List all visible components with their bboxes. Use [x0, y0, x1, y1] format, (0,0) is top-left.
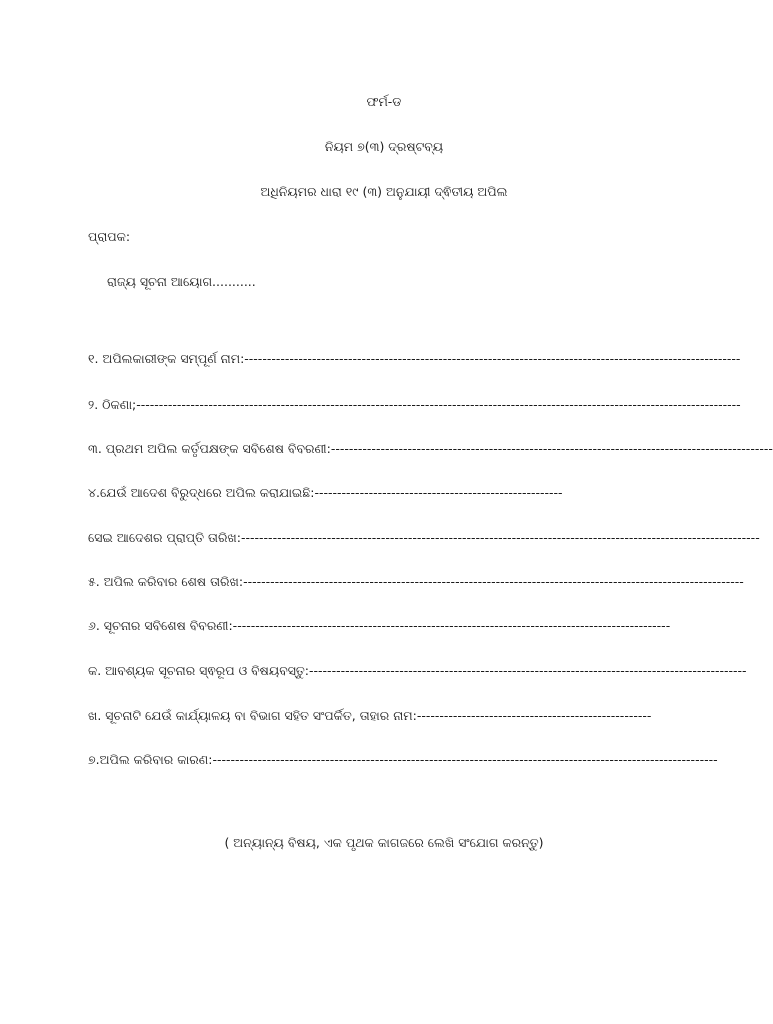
field-order-appealed: ୪.ଯେଉଁ ଆଦେଶ ବିରୁଦ୍ଧରେ ଅପିଲ କରାଯାଇଛି:------------------------------------------------------- [88, 485, 563, 500]
form-number: ଫର୍ମ-ଡ [366, 94, 402, 109]
addressee-name: ରାଜ୍ୟ ସୂଚନା ଆୟୋଗ........... [107, 274, 256, 289]
field-appeal-reason: ୭.ଅପିଲ କରିବାର କାରଣ:---------------------------------------------------------------------------------------------------------------- [88, 752, 718, 767]
field-appellant-name: ୧. ଅପିଲକାରୀଙ୍କ ସମ୍ପୂର୍ଣ ନାମ:-------------------------------------------------------------------------------------------------------------- [88, 351, 741, 366]
field-order-receipt-date: ସେଇ ଆଦେଶର ପ୍ରାପ୍ତି ତାରିଖ:------------------------------------------------------------------------------------------------------------------- [88, 530, 760, 545]
rule-reference: ନିୟମ ୭(୩) ଦ୍ରଷ୍ଟବ୍ୟ [324, 139, 444, 154]
footnote: ( ଅନ୍ୟାନ୍ୟ ବିଷୟ, ଏକ ପୃଥକ କାଗଜରେ ଲେଖି ସଂଯୋଗ କରନ୍ତୁ) [224, 835, 544, 850]
field-information-details: ୬. ସୂଚନାର ସବିଶେଷ ବିବରଣୀ:------------------------------------------------------------------------------------------------- [88, 618, 671, 633]
field-information-nature: କ. ଆବଶ୍ୟକ ସୂଚନାର ସ୍ଵରୂପ ଓ ବିଷୟବସ୍ତୁ:------------------------------------------------------------------------------------------------- [88, 663, 747, 678]
field-address: ୨. ଠିକଣା;-------------------------------------------------------------------------------------------------------------------------------------- [88, 397, 741, 412]
addressee-label: ପ୍ରାପକ: [88, 229, 131, 244]
field-last-appeal-date: ୫. ଅପିଲ କରିବାର ଶେଷ ତାରିଖ:--------------------------------------------------------------------------------------------------------------- [88, 574, 744, 589]
form-title: ଅଧିନିୟମର ଧାରା ୧୯ (୩) ଅନୁଯାୟୀ ଦ୍ଵିତୀୟ ଅପିଲ [260, 184, 508, 199]
field-office-name: ଖ. ସୂଚନାଟି ଯେଉଁ କାର୍ଯ୍ୟାଳୟ ବା ବିଭାଗ ସହିତ ସଂପର୍କିତ, ତାହାର ନାମ:---------------------------------------------------- [88, 708, 652, 723]
field-first-appellate-authority: ୩. ପ୍ରଥମ ଅପିଲ କର୍ତୃପକ୍ଷଙ୍କ ସବିଶେଷ ବିବରଣୀ:-------------------------------------------------------------------------------------------------- [88, 441, 773, 456]
